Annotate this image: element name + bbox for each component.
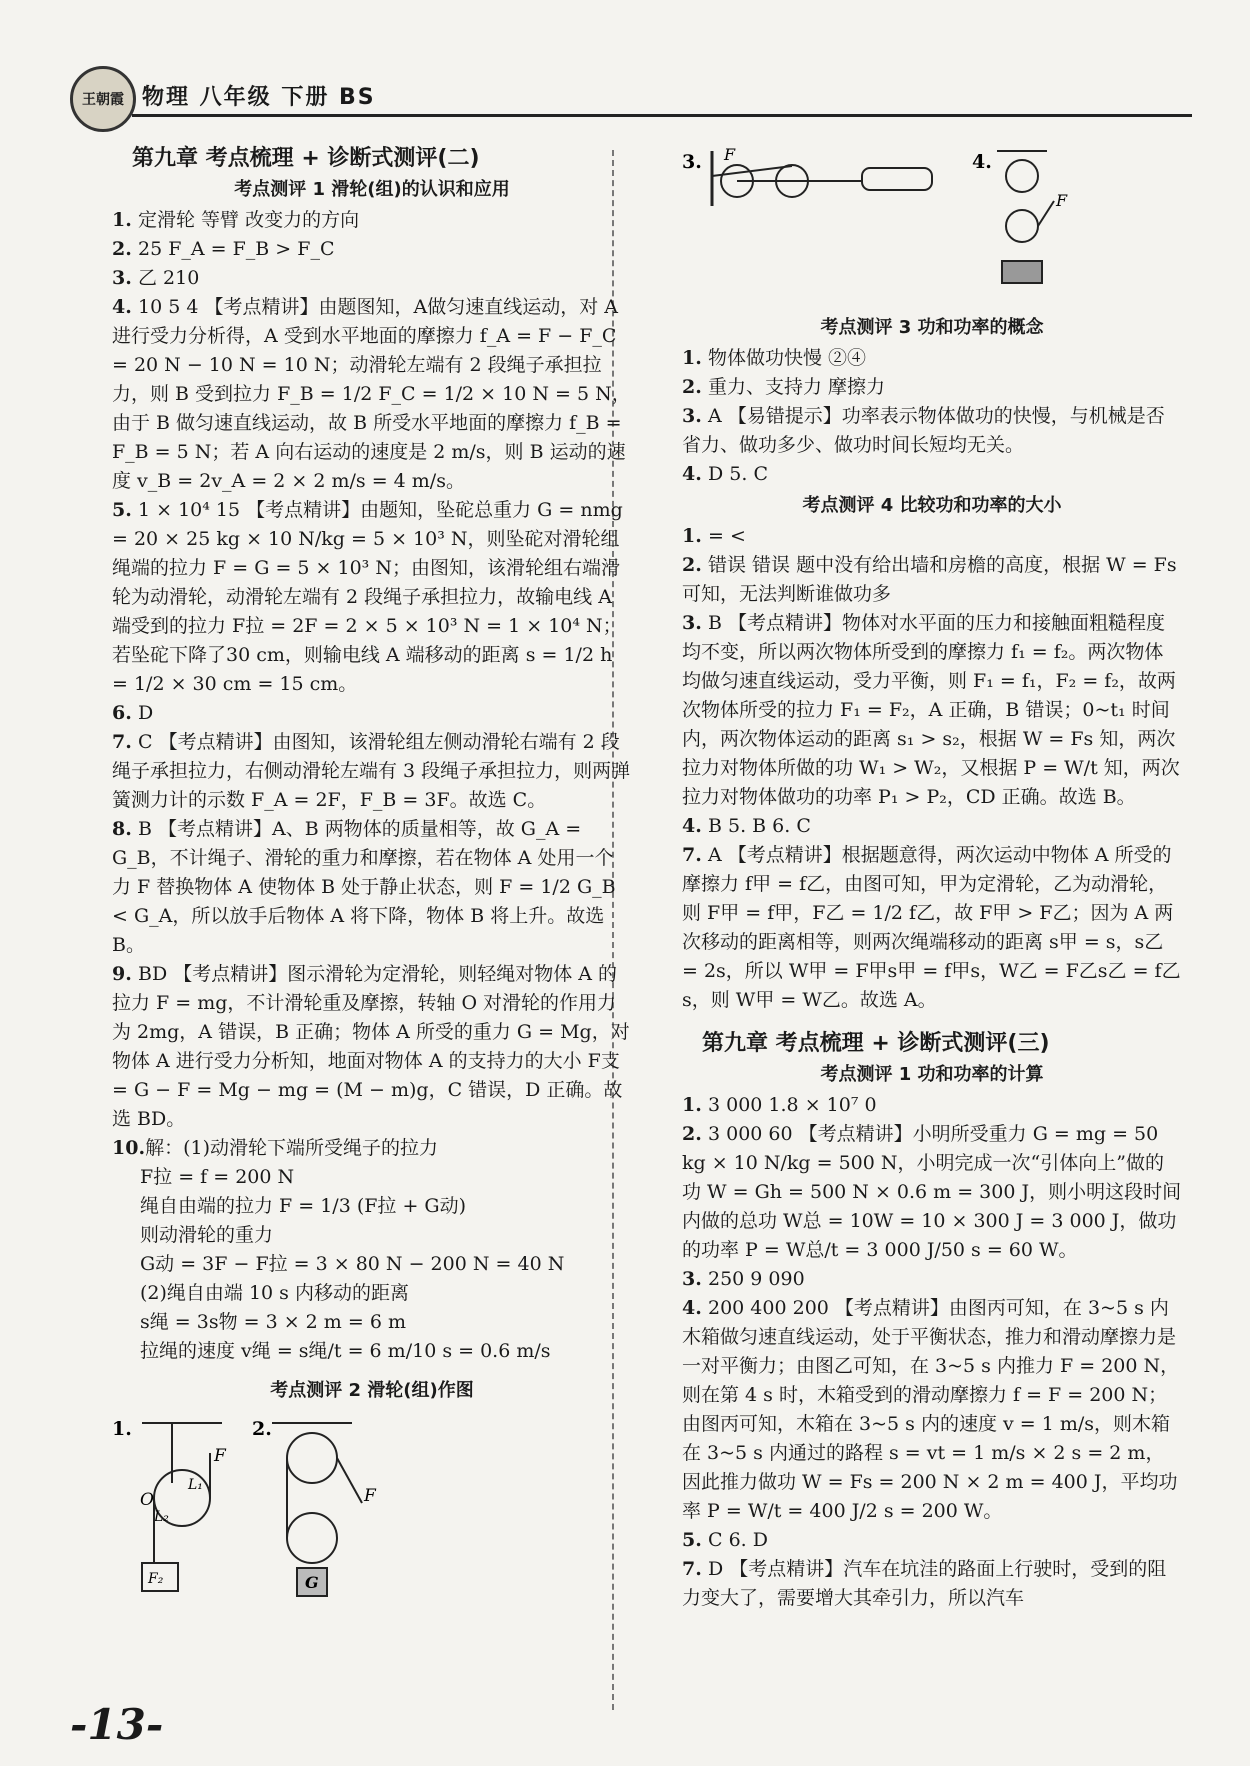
answer-text: 250 9 090 [708,1268,805,1290]
answer-item [682,1091,1182,1120]
answer-number: 4. [682,463,702,485]
solution-line: (2)绳自由端 10 s 内移动的距离 [140,1282,409,1304]
answer-item [112,1134,632,1163]
answer-text: 3 000 1.8 × 10⁷ 0 [708,1094,877,1116]
answer-item [682,1555,1182,1613]
answer-number: 3. [682,405,702,427]
answer-text: A 【易错提示】功率表示物体做功的快慢，与机械是否省力、做功多少、做功时间长短均无关。 [682,405,1165,456]
answer-item [112,264,632,293]
left-column [112,140,632,1618]
answer-item [682,460,1182,489]
answer-text: BD 【考点精讲】图示滑轮为定滑轮，则轻绳对物体 A 的拉力 F = mg，不计滑轮重及摩擦，转轴 O 对滑轮的作用力为 2mg，A 错误，B 正确；物体 A 所受的重力 G = Mg，对物体 A 进行受力分析知，地面对物体 A 的支持力的大小 F支 = G − F = Mg − mg = (M − m)g，C 错误，D 正确。故选 BD。 [112,963,630,1130]
chapter-heading: 第九章 考点梳理 + 诊断式测评(三) [702,1031,1050,1056]
answer-text: 定滑轮 等臂 改变力的方向 [138,209,360,231]
answer-text: = < [708,525,746,547]
answer-text: C 【考点精讲】由图知，该滑轮组左侧动滑轮右端有 2 段绳子承担拉力，右侧动滑轮左端有 3 段绳子承担拉力，则两弹簧测力计的示数 F_A = 2F，F_B = 3F。故选 C。 [112,731,631,811]
solution-line: G动 = 3F − F拉 = 3 × 80 N − 200 N = 40 N [140,1253,565,1275]
answer-item [682,522,1182,551]
answer-text: 乙 210 [138,267,200,289]
answer-text: D 5. C [708,463,768,485]
label-F-2: F [364,1486,376,1506]
answer-list [682,1091,1182,1613]
section-heading: 考点测评 4 比较功和功率的大小 [802,495,1062,516]
answer-text: C 6. D [708,1529,768,1551]
answer-item [682,1526,1182,1555]
answer-number: 10. [112,1137,146,1159]
label-F: F [214,1446,226,1466]
answer-item [112,496,632,699]
answer-item [682,551,1182,609]
answer-number: 1. [112,209,132,231]
header [70,66,1190,126]
answer-item [112,235,632,264]
answer-list [112,206,632,1163]
answer-number: 3. [682,612,702,634]
answer-number: 1. [682,1094,702,1116]
answer-text: 解：(1)动滑轮下端所受绳子的拉力 [145,1137,438,1159]
pulley-diagram-3-4 [682,146,1182,296]
solution-line: F拉 = f = 200 N [140,1166,295,1188]
answer-item [682,1265,1182,1294]
section-heading: 考点测评 1 功和功率的计算 [820,1064,1044,1085]
section-heading: 考点测评 2 滑轮(组)作图 [270,1380,474,1401]
answer-number: 2. [112,238,132,260]
answer-number: 3. [682,1268,702,1290]
answer-item [112,206,632,235]
answer-number: 1. [682,525,702,547]
answer-item [112,960,632,1134]
answer-list [682,344,1182,489]
label-L1: L₁ [188,1477,203,1493]
answer-text: 1 × 10⁴ 15 【考点精讲】由题知，坠砣总重力 G = nmg = 20 × 25 kg × 10 N/kg = 5 × 10³ N，则坠砣对滑轮组绳端的拉力 F = G = 5 × 10³ N；由图知，该滑轮组右端滑轮为动滑轮，动滑轮左端有 2 段绳子承担拉力，故输电线 A 端受到的拉力 F拉 = 2F = 2 × 5 × 10³ N = 1 × 10⁴ N；若坠砣下降了30 cm，则输电线 A 端移动的距离 s = 1/2 h = 1/2 × 30 cm = 15 cm。 [112,499,623,695]
answer-text: B 【考点精讲】A、B 两物体的质量相等，故 G_A = G_B，不计绳子、滑轮的重力和摩擦，若在物体 A 处用一个力 F 替换物体 A 使物体 B 处于静止状态，则 F = 1/2 G_B < G_A，所以放手后物体 A 将下降，物体 B 将上升。故选 B。 [112,818,616,956]
answer-text: 重力、支持力 摩擦力 [708,376,886,398]
answer-text: 错误 错误 题中没有给出墙和房檐的高度，根据 W = Fs 可知，无法判断谁做功多 [682,554,1177,605]
answer-number: 8. [112,818,132,840]
label-F-4: F [1056,191,1068,210]
answer-item [112,293,632,496]
answer-text: 物体做功快慢 ②④ [708,347,867,369]
answer-text: A 【考点精讲】根据题意得，两次运动中物体 A 所受的摩擦力 f甲 = f乙，由图可知，甲为定滑轮，乙为动滑轮，则 F甲 = f甲，F乙 = 1/2 f乙，故 F甲 > F乙；因为 A 两次移动的距离相等，则两次绳端移动的距离 s甲 = s，s乙 = 2s，所以 W甲 = F甲s甲 = f甲s，W乙 = F乙s乙 = f乙s，则 W甲 = W乙。故选 A。 [682,844,1181,1011]
label-O: O [140,1490,154,1510]
answer-number: 1. [682,347,702,369]
answer-number: 7. [112,731,132,753]
solution-line: 绳自由端的拉力 F = 1/3 (F拉 + G动) [140,1195,467,1217]
fig-num-4: 4. [972,151,992,173]
answer-number: 2. [682,376,702,398]
answer-number: 5. [112,499,132,521]
answer-number: 4. [682,815,702,837]
answer-text: 200 400 200 【考点精讲】由图丙可知，在 3~5 s 内木箱做匀速直线运动，处于平衡状态，推力和滑动摩擦力是一对平衡力；由图乙可知，在 3~5 s 内推力 F = 200 N，则在第 4 s 时，木箱受到的滑动摩擦力 f = F = 200 N；由图丙可知，木箱在 3~5 s 内的速度 v = 1 m/s，则木箱在 3~5 s 内通过的路程 s = vt = 1 m/s × 2 s = 2 m，因此推力做功 W = Fs = 200 N × 2 m = 400 J，平均功率 P = W/t = 400 J/2 s = 200 W。 [682,1297,1180,1522]
answer-text: D [138,702,154,724]
answer-number: 9. [112,963,132,985]
label-F2: F₂ [148,1571,164,1587]
answer-number: 4. [112,296,132,318]
publisher-logo [70,66,136,132]
answer-text: B 5. B 6. C [708,815,811,837]
answer-item [682,841,1182,1015]
answer-item [682,373,1182,402]
fig-num-2: 2. [252,1418,272,1440]
answer-number: 2. [682,554,702,576]
label-F-3: F [724,146,736,164]
answer-text: 25 F_A = F_B > F_C [138,238,335,260]
answer-item [682,1294,1182,1526]
section-heading: 考点测评 1 滑轮(组)的认识和应用 [234,179,510,200]
answer-text: B 【考点精讲】物体对水平面的压力和接触面粗糙程度均不变，所以两次物体所受到的摩擦力 f₁ = f₂。两次物体均做匀速直线运动，受力平衡，则 F₁ = f₁，F₂ = f₂，故两次物体所受的拉力 F₁ = F₂，A 正确，B 错误；0~t₁ 时间内，两次物体运动的距离 s₁ > s₂，根据 W = Fs 知，两次拉力对物体所做的功 W₁ > W₂，又根据 P = W/t 知，两次拉力对物体做功的功率 P₁ > P₂，CD 正确。故选 B。 [682,612,1180,808]
solution-line: 则动滑轮的重力 [140,1224,274,1246]
answer-number: 2. [682,1123,702,1145]
fig-num-1: 1. [112,1418,132,1440]
answer-item [682,344,1182,373]
fig-num-3: 3. [682,151,702,173]
answer-item [112,728,632,815]
solution-line: 拉绳的速度 v绳 = s绳/t = 6 m/10 s = 0.6 m/s [140,1340,551,1362]
logo-text: 王朝霞 [82,92,124,108]
answer-text: 3 000 60 【考点精讲】小明所受重力 G = mg = 50 kg × 10 N/kg = 500 N，小明完成一次“引体向上”做的功 W = Gh = 500 N × 0.6 m = 300 J，则小明这段时间内做的总功 W总 = 10W = 10 × 300 J = 3 000 J，做功的功率 P = W总/t = 3 000 J/50 s = 60 W。 [682,1123,1182,1261]
answer-item [112,699,632,728]
answer-number: 7. [682,1558,702,1580]
answer-number: 7. [682,844,702,866]
section-heading: 考点测评 3 功和功率的概念 [820,317,1044,338]
page-number: -13- [70,1700,164,1749]
solution-line: s绳 = 3s物 = 3 × 2 m = 6 m [140,1311,406,1333]
header-rule [132,114,1192,117]
answer-item [112,815,632,960]
answer-item [682,1120,1182,1265]
book-title: 物理 八年级 下册 BS [142,85,376,110]
label-L2: L₂ [154,1509,169,1525]
answer-item [682,609,1182,812]
answer-list [682,522,1182,1015]
answer-number: 4. [682,1297,702,1319]
answer-number: 3. [112,267,132,289]
right-column [682,140,1182,1613]
chapter-heading: 第九章 考点梳理 + 诊断式测评(二) [132,146,480,171]
label-G: G [305,1573,319,1592]
answer-number: 6. [112,702,132,724]
answer-number: 5. [682,1529,702,1551]
pulley-diagram-1-2 [112,1413,532,1603]
answer-text: 10 5 4 【考点精讲】由题图知，A做匀速直线运动，对 A 进行受力分析得，A 受到水平地面的摩擦力 f_A = F − F_C = 20 N − 10 N = 10 N；动滑轮左端有 2 段绳子承担拉力，则 B 受到拉力 F_B = 1/2 F_C = 1/2 × 10 N = 5 N，由于 B 做匀速直线运动，故 B 所受水平地面的摩擦力 f_B = F_B = 5 N；若 A 向右运动的速度是 2 m/s，则 B 运动的速度 v_B = 2v_A = 2 × 2 m/s = 4 m/s。 [112,296,631,492]
answer-item [682,812,1182,841]
answer-item [682,402,1182,460]
solution-10 [112,1163,632,1366]
answer-text: D 【考点精讲】汽车在坑洼的路面上行驶时，受到的阻力变大了，需要增大其牵引力，所以汽车 [682,1558,1167,1609]
